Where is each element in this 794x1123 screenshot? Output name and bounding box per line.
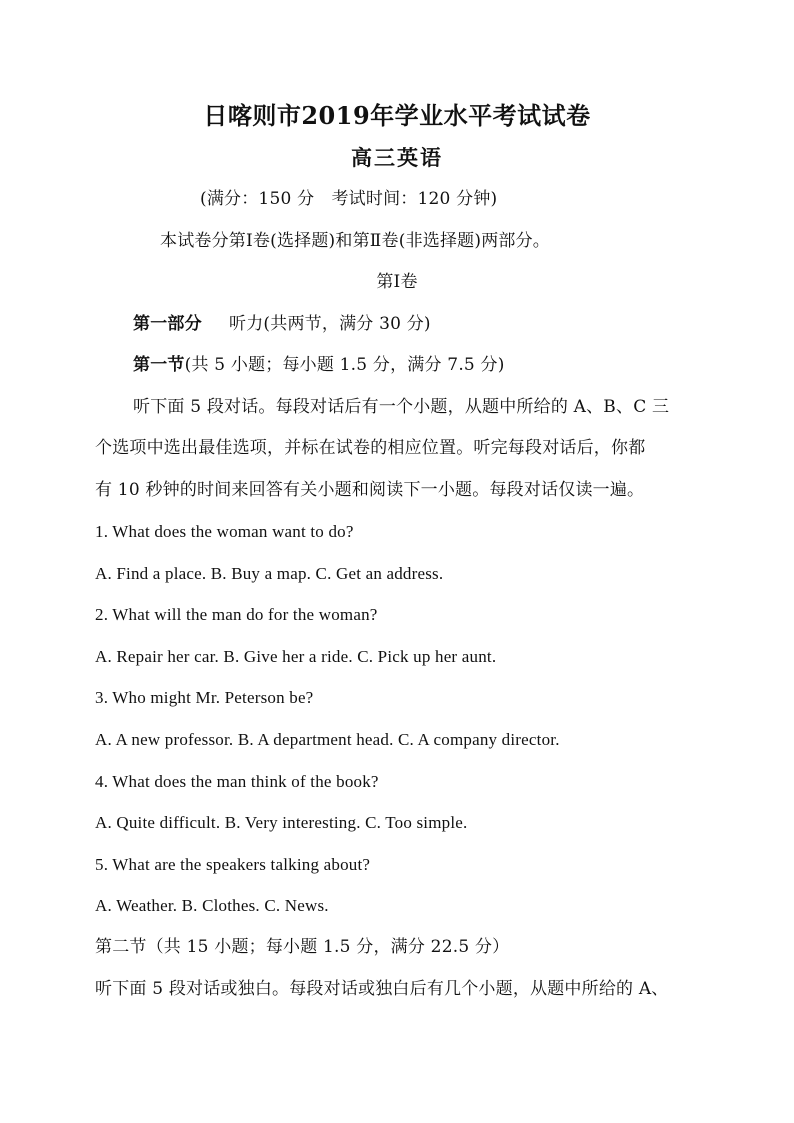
section1-heading bbox=[133, 353, 505, 377]
section1-instruction-line: 有 10 秒钟的时间来回答有关小题和阅读下一小题。每段对话仅读一遍。 bbox=[95, 480, 645, 500]
section2-heading: 第二节（共 15 小题；每小题 1.5 分，满分 22.5 分） bbox=[95, 937, 510, 957]
question-2: 2. What will the man do for the woman? bbox=[95, 605, 378, 624]
section2-instruction: 听下面 5 段对话或独白。每段对话或独白后有几个小题，从题中所给的 A、 bbox=[95, 979, 669, 999]
exam-intro: 本试卷分第Ⅰ卷(选择题)和第Ⅱ卷(非选择题)两部分。 bbox=[160, 231, 550, 251]
exam-info: (满分：150 分 考试时间：120 分钟) bbox=[200, 189, 498, 209]
section1-instruction-line: 个选项中选出最佳选项，并标在试卷的相应位置。听完每段对话后，你都 bbox=[95, 438, 646, 458]
question-3: 3. Who might Mr. Peterson be? bbox=[95, 688, 314, 707]
part1-heading-label: 第一部分 bbox=[133, 314, 202, 334]
section1-instruction-line: 听下面 5 段对话。每段对话后有一个小题，从题中所给的 A、B、C 三 bbox=[133, 397, 670, 417]
part1-heading-text: 听力(共两节，满分 30 分) bbox=[229, 314, 431, 334]
exam-title: 日喀则市2019年学业水平考试试卷 bbox=[203, 101, 591, 130]
question-4-options: A. Quite difficult. B. Very interesting. C. Too simple. bbox=[95, 813, 468, 832]
question-5-options: A. Weather. B. Clothes. C. News. bbox=[95, 896, 329, 915]
question-1-options: A. Find a place. B. Buy a map. C. Get an address. bbox=[95, 564, 444, 583]
section1-heading-text: (共 5 小题；每小题 1.5 分，满分 7.5 分) bbox=[184, 355, 505, 375]
question-4: 4. What does the man think of the book? bbox=[95, 772, 379, 791]
section1-heading-label: 第一节 bbox=[133, 355, 185, 375]
question-2-options: A. Repair her car. B. Give her a ride. C. Pick up her aunt. bbox=[95, 647, 497, 666]
question-3-options: A. A new professor. B. A department head. C. A company director. bbox=[95, 730, 560, 749]
volume-heading: 第Ⅰ卷 bbox=[376, 272, 418, 292]
part1-heading bbox=[133, 312, 431, 336]
question-1: 1. What does the woman want to do? bbox=[95, 522, 354, 541]
question-5: 5. What are the speakers talking about? bbox=[95, 855, 371, 874]
exam-subject: 高三英语 bbox=[351, 145, 443, 170]
